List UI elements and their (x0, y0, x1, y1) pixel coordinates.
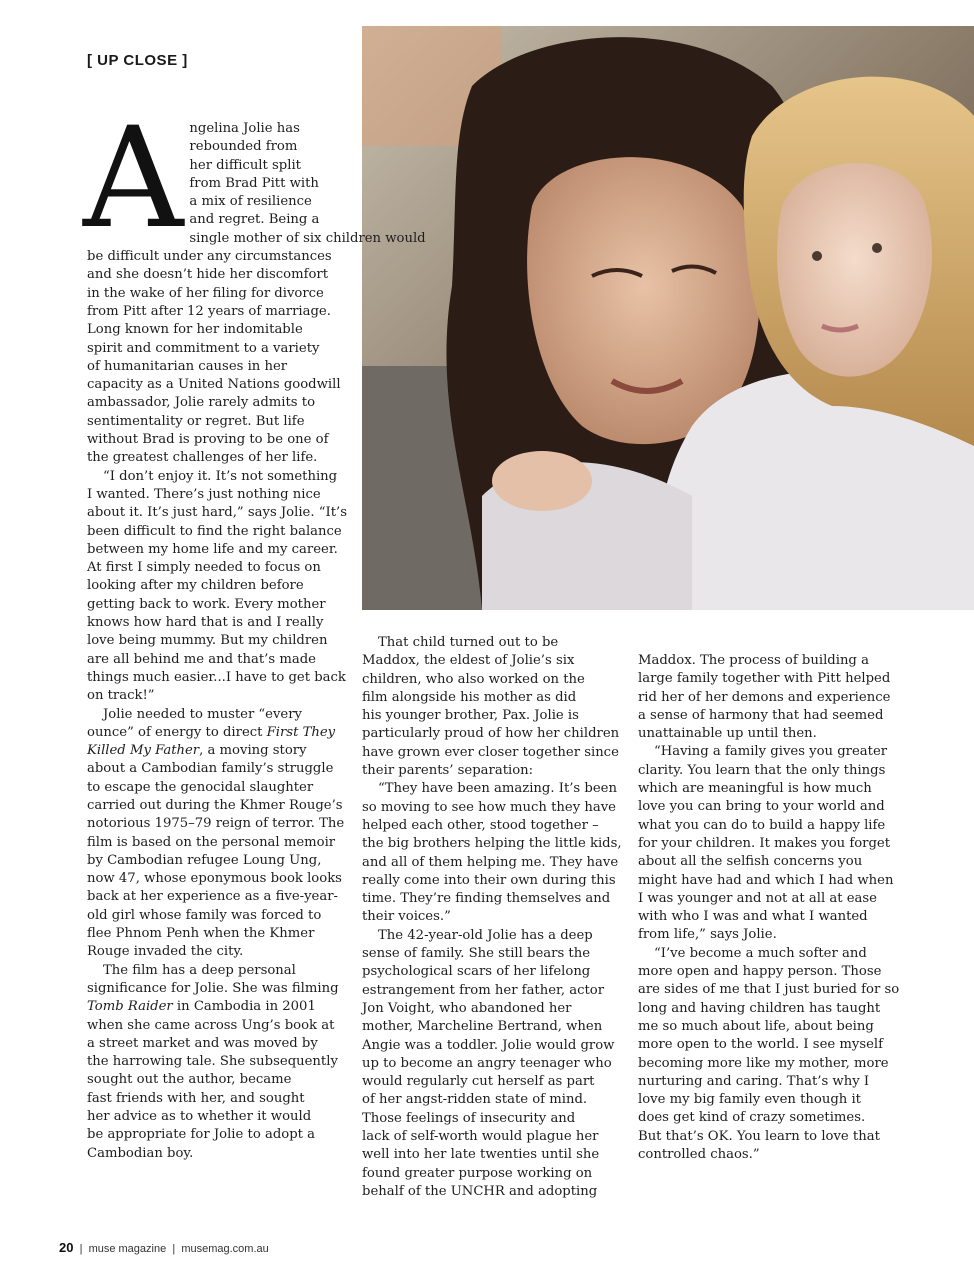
paragraph: “I’ve become a much softer and more open and happy person. Those are sides of me that I just buried for so long and having children has taught me so much about life, about being more open to the world. I see myself becoming more like my mother, more nurturing and caring. That’s why I love my big family even though it does get kind of crazy sometimes. But that’s OK. You learn to love that controlled chaos.” (638, 945, 900, 1163)
article-photo (362, 26, 974, 610)
paragraph: ngelina Jolie has rebounded from her difficult split from Brad Pitt with a mix of resilience and regret. Being a single mother of six children would be difficult under any circumstances and she doesn’t hide her discomfort in the wake of her filing for divorce from Pitt after 12 years of marriage. Long known for her indomitable spirit and commitment to a variety of humanitarian causes in her capacity as a United Nations goodwill ambassador, Jolie rarely admits to sentimentality or regret. But life without Brad is proving to be one of the greatest challenges of her life. (87, 121, 426, 466)
paragraph: Maddox. The process of building a large family together with Pitt helped rid her of her demons and experience a sense of harmony that had seemed unattainable up until then. (638, 653, 891, 742)
paragraph: “I don’t enjoy it. It’s not something I wanted. There’s just nothing nice about it. It’s just hard,” says Jolie. “It’s been difficult to find the right balance between my home life and my career. At first I simply needed to focus on looking after my children before getting back to work. Every mother knows how hard that is and I really love being mummy. But my children are all behind me and that’s made things much easier...I have to get back on track!” (87, 468, 347, 704)
section-tag: [ UP CLOSE ] (87, 52, 188, 69)
paragraph: That child turned out to be Maddox, the eldest of Jolie’s six children, who also worked on the film alongside his mother as did his younger brother, Pax. Jolie is particularly proud of how her children have grown ever closer together since their parents’ separation: (362, 635, 620, 779)
paragraph: The 42-year-old Jolie has a deep sense of family. She still bears the psychological scars of her lifelong estrangement from her father, actor Jon Voight, who abandoned her mother, Marcheline Bertrand, when Angie was a toddler. Jolie would grow up to become an angry teenager who would regularly cut herself as part of her angst-ridden state of mind. Those feelings of insecurity and lack of self-worth would plague her well into her late twenties until she found greater purpose working on behalf of the UNCHR and adopting (362, 927, 615, 1199)
article-column-1 (83, 97, 426, 1163)
drop-cap: A (83, 97, 184, 259)
article-column-3 (638, 652, 900, 1164)
paragraph: Jolie needed to muster “every ounce” of energy to direct First They Killed My Father, a moving story about a Cambodian family’s struggle to escape the genocidal slaughter carried out during the Khmer Rouge’s notorious 1975–79 reign of terror. The film is based on the personal memoir by Cambodian refugee Loung Ung, now 47, whose eponymous book looks back at her experience as a five-year- old girl whose family was forced to flee Phnom Penh when the Khmer Rouge invaded the city. (87, 706, 345, 960)
article-column-2 (362, 634, 620, 1201)
magazine-name: muse magazine (88, 1243, 167, 1255)
footer-separator: | (166, 1243, 182, 1255)
paragraph: “They have been amazing. It’s been so moving to see how much they have helped each other, stood together – the big brothers helping the little kids, and all of them helping me. They have really come into their own during this time. They’re finding themselves and their voices.” (362, 781, 622, 925)
paragraph: The film has a deep personal significance for Jolie. She was filming Tomb Raider in Cambodia in 2001 when she came across Ung’s book at a street market and was moved by the harrowing tale. She subsequently sought out the author, became fast friends with her, and sought her advice as to whether it would be appropriate for Jolie to adopt a Cambodian boy. (87, 962, 339, 1161)
magazine-url: musemag.com.au (181, 1243, 269, 1255)
paragraph: “Having a family gives you greater clarity. You learn that the only things which are meaningful is how much love you can bring to your world and what you can do to build a happy life for your children. It makes you forget about all the selfish concerns you might have had and which I had when I was younger and not at all at ease with who I was and what I wanted from life,” says Jolie. (638, 744, 894, 943)
page-footer (59, 1240, 269, 1255)
footer-separator: | (73, 1243, 89, 1255)
photo-mother-child-icon (362, 26, 974, 610)
page-number: 20 (59, 1240, 74, 1255)
